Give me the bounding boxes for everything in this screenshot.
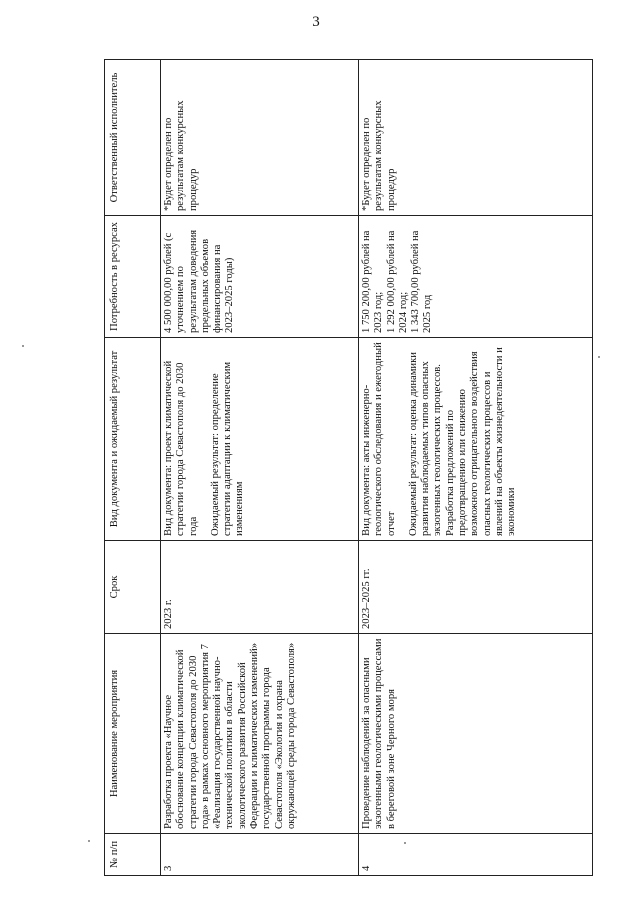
executor: *Будет определен по результатам конкурсных процедур: [161, 60, 359, 216]
scan-speck: [88, 840, 90, 842]
scan-speck: [22, 345, 24, 347]
header-num: № п/п: [105, 834, 161, 876]
resource-line-2025: 1 343 700,00 рублей на 2025 год: [410, 230, 434, 333]
document-and-result: [161, 338, 359, 541]
resource-line-2023: 1 750 200,00 рублей на 2023 год;: [361, 230, 385, 333]
row-number: 4: [359, 834, 593, 876]
activity-name: Разработка проекта «Научное обоснование концепции климатической стратегии города Севастополя до 2030 года» в рамках основного мероприятия 7 «Реализация государственной научно-технической политики в области экологического развития Российской Федерации и климатических изменений» государственной программы города Севастополя «Экология и охрана окружающей среды города Севастополя»: [161, 634, 359, 834]
resource-line-2024: 1 292 000,00 рублей на 2024 год;: [385, 230, 409, 333]
expected-result: Ожидаемый результат: оценка динамики развития наблюдаемых типов опасных экзогенных геологических процессов. Разработка предложений по предотвращению или снижению возможного отрицательного воздействия опасных геологических процессов и явлений на объекты жизнедеятельности и экономики: [407, 347, 518, 536]
header-term: Срок: [105, 541, 161, 634]
document-type: Вид документа: проект климатической стратегии города Севастополя до 2030 года: [163, 360, 199, 536]
activity-term: 2023–2025 гг.: [359, 541, 593, 634]
document-and-result: [359, 338, 593, 541]
expected-result: Ожидаемый результат: определение стратегии адаптации к климатическим изменениям: [209, 361, 246, 536]
header-resources: Потребность в ресурсах: [105, 216, 161, 338]
row-number: 3: [161, 834, 359, 876]
activity-term: 2023 г.: [161, 541, 359, 634]
executor: *Будет определен по результатам конкурсных процедур: [359, 60, 593, 216]
scan-speck: [598, 356, 600, 358]
header-doc: Вид документа и ожидаемый результат: [105, 338, 161, 541]
resources: [359, 216, 593, 338]
resources: 4 500 000,00 рублей (с уточнением по результатам доведения предельных объемов финансирования на 2023–2025 годы): [161, 216, 359, 338]
activity-name: Проведение наблюдений за опасными экзогенными геологическими процессами в береговой зоне Черного моря: [359, 634, 593, 834]
table-row: [161, 60, 359, 876]
activities-table: [104, 59, 593, 876]
page-number: 3: [312, 14, 320, 30]
table-header-row: [105, 60, 161, 876]
table-row: [359, 60, 593, 876]
rotated-table-wrapper: [104, 60, 592, 876]
header-name: Наименование мероприятия: [105, 634, 161, 834]
scan-speck: [404, 842, 406, 844]
header-executor: Ответственный исполнитель: [105, 60, 161, 216]
document-type: Вид документа: акты инженерно-геологического обследования и ежегодный отчет: [361, 342, 397, 536]
